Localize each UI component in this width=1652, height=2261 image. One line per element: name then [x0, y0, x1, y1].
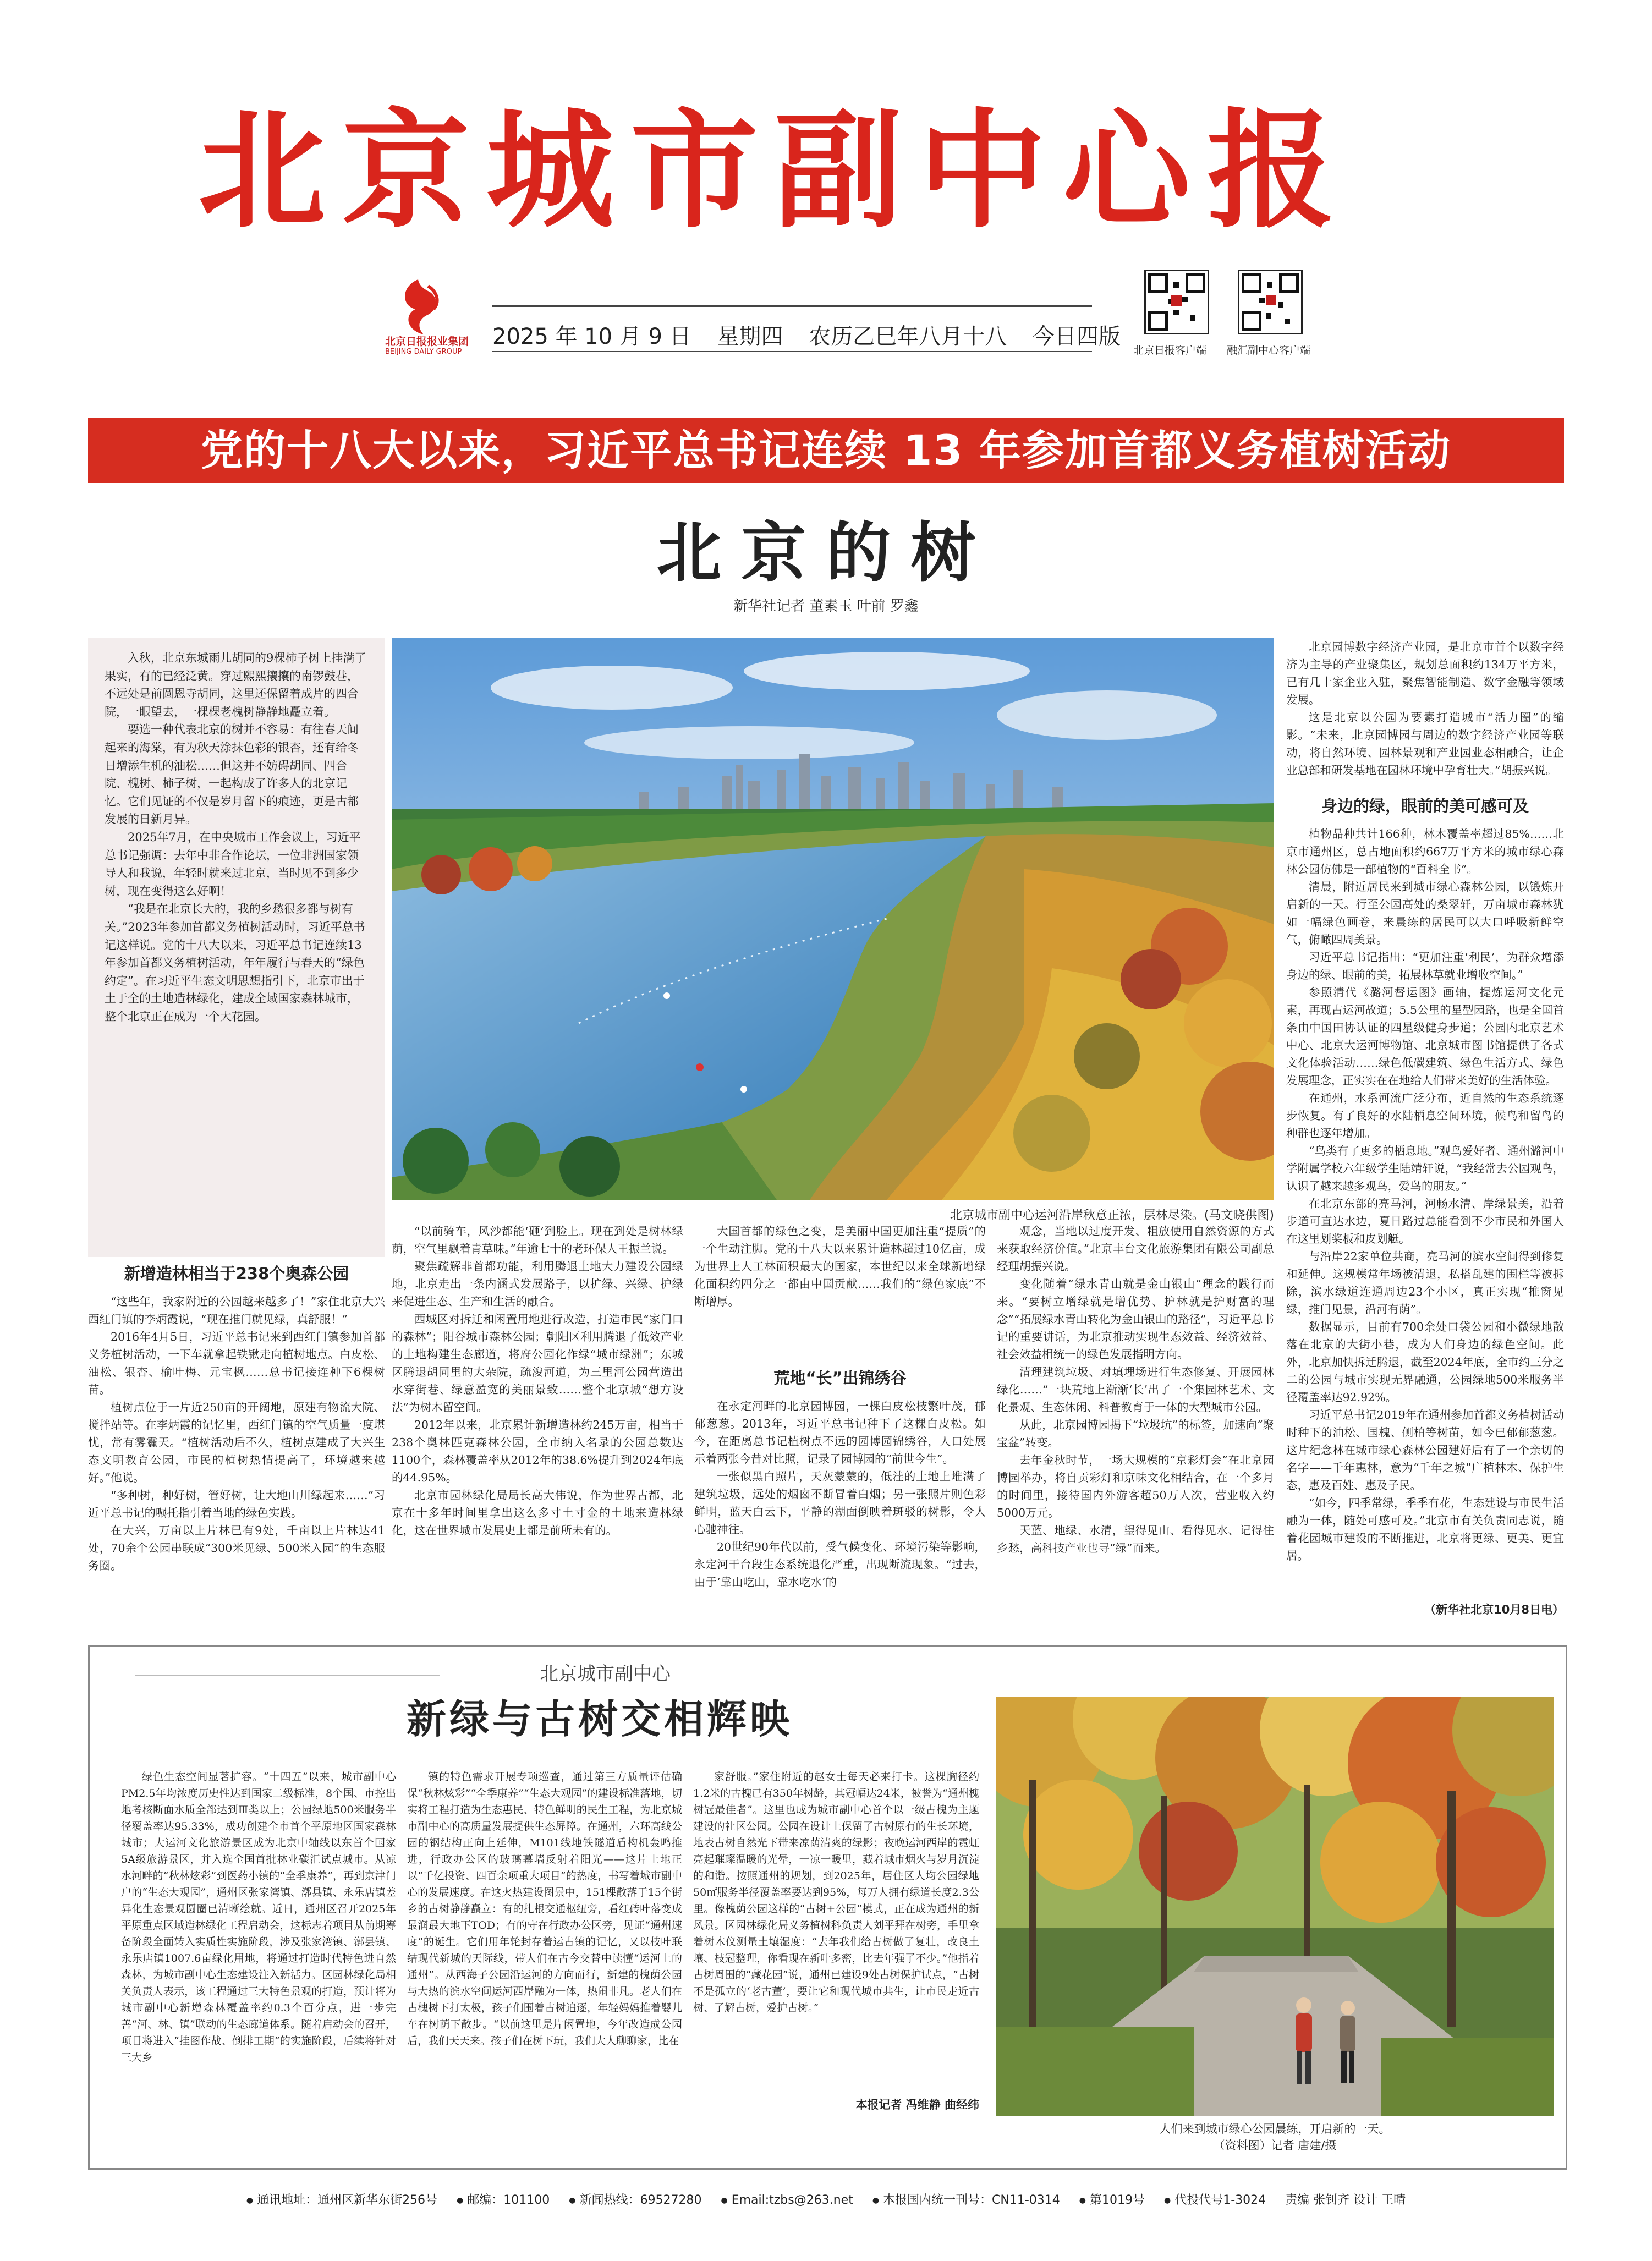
- photo-river-landscape: [392, 638, 1274, 1200]
- paragraph: 植树点位于一片近250亩的开阔地，原建有物流大院、搅拌站等。在李炳霞的记忆里，西红门镇的空气质量一度堪忧，常有雾霾天。“植树活动后不久，植树点建成了大兴生态文明教育公园，市民的植树热情提高了，环境越来越好。”他说。: [88, 1401, 385, 1484]
- headline-banner: [88, 418, 1564, 483]
- photo2-caption-line-2: （资料图）记者 唐建/摄: [1213, 2139, 1337, 2152]
- paragraph: 绿色生态空间显著扩容。“十四五”以来，城市副中心PM2.5年均浓度历史性达到国家二级标准，8个国、市控出地考核断面水质全部达到Ⅲ类以上；公园绿地500米服务半径覆盖率达95.33%，成功创建全市首个平原地区国家森林城市；大运河文化旅游景区成为北京中轴线以东首个国家5A级旅游景区，并入选全国首批林业碳汇试点城市。从凉水河畔的“秋林炫彩”到医药小镇的“全季康养”，再到京津门户的“生态大观园”，通州区张家湾镇、漷县镇、永乐店镇差异化生态景观圆圈已清晰绘就。近日，通州区召开2025年平原重点区域造林绿化工程启动会，这标志着项目从前期筹备阶段全面转入实质性实施阶段，涉及张家湾镇、漷县镇、永乐店镇1007.6亩绿化用地，将通过打造时代特色进自然森林，为城市副中心生态建设注入新活力。区园林绿化局相关负责人表示，该工程通过三大特色景观的打造，预计将为城市副中心新增森林覆盖率约0.3个百分点，进一步完善“河、林、镇”联动的生态廊道体系。随着启动会的召开，项目将进入“挂图作战、倒排工期”的实施阶段，后续将针对三大乡: [121, 1771, 396, 2064]
- paragraph: 20世纪90年代以前，受气候变化、环境污染等影响，永定河干台段生态系统退化严重，出现断流现象。“过去，由于‘靠山吃山，靠水吃水’的: [694, 1540, 986, 1589]
- paragraph: 大国首都的绿色之变，是美丽中国更加注重“提质”的一个生动注脚。党的十八大以来累计造林超过10亿亩，成为世界上人工林面积最大的国家，本世纪以来全球新增绿化面积约四分之一都由中国贡献……我们的“绿色家底”不断增厚。: [694, 1225, 986, 1308]
- article-column-2: [392, 1222, 683, 1635]
- photo1-caption: 北京城市副中心运河沿岸秋意正浓，层林尽染。(马文晓供图): [950, 1209, 1274, 1222]
- paragraph: 习近平总书记指出：“更加注重‘利民’，为群众增添身边的绿、眼前的美，拓展林草就业增收空间。”: [1286, 951, 1564, 981]
- paragraph: 变化随着“绿水青山就是金山银山”理念的践行而来。“要树立增绿就是增优势、护林就是护财富的理念”“拓展绿水青山转化为金山银山的路径”，习近平总书记的重要讲话，为北京推动实现生态效益、经济效益、社会效益相统一的绿色发展指明方向。: [997, 1277, 1274, 1361]
- main-headline: 北京的树: [656, 515, 996, 591]
- intro-paragraph: “我是在北京长大的，我的乡愁很多都与树有关。”2023年参加首都义务植树活动时，习近平总书记这样说。党的十八大以来，习近平总书记连续13年参加首都义务植树活动，年年履行与春天的“绿色约定”。在习近平生态文明思想指引下，北京市出于土于全的土地造林绿化，建成全域国家森林城市，整个北京正在成为一个大花园。: [105, 902, 365, 1023]
- paragraph: 北京园博数字经济产业园，是北京市首个以数字经济为主导的产业聚集区，规划总面积约134万平方米，已有几十家企业入驻，聚焦智能制造、数字金融等领域发展。: [1286, 640, 1564, 706]
- paragraph: 镇的特色需求开展专项巡查，通过第三方质量评估确保“秋林炫彩”“全季康养”“生态大观园”的建设标准落地，切实将工程打造为生态惠民、特色鲜明的民生工程，为北京城市副中心的高质量发展提供生态屏障。在通州，六环高线公园的钢结构正向上延伸，M101线地铁隧道盾构机轰鸣推进，行政办公区的玻璃幕墙反射着阳光——这片土地正以“千亿投资、四百余项重大项目”的热度，书写着城市副中心的发展速度。在这火热建设图景中，151棵散落于15个街乡的古树静静矗立：有的扎根交通枢纽旁，看红砖叶落变成最润最大地下TOD；有的守在行政办公区旁，见证“通州速度”的诞生。它们用年轮封存着运古镇的记忆，又以枝叶联结现代新城的天际线，带人们在古今交替中读懂“运河上的通州”。从西海子公园沿运河的方向而行，新建的槐荫公园与大热的滨水空间运河西岸融为一体，热闹非凡。老人们在古槐树下打太极，孩子们围着古树追逐，年轻妈妈推着婴儿车在树荫下散步。“以前这里是片闲置地，今年改造成公园后，我们天天来。孩子们在树下玩，我们大人聊聊家，比在: [407, 1771, 682, 2047]
- newspaper-group-logo: [385, 275, 462, 341]
- footer-postcode: ● 邮编：101100: [457, 2193, 550, 2207]
- paragraph: 在通州，水系河流广泛分布，近自然的生态系统逐步恢复。有了良好的水陆栖息空间环境，候鸟和留鸟的种群也逐年增加。: [1286, 1091, 1564, 1140]
- photo2-caption: [996, 2121, 1554, 2154]
- feature-column-3: [693, 1769, 979, 2088]
- paragraph: 数据显示，目前有700余处口袋公园和小微绿地散落在北京的大街小巷，成为人们身边的绿色空间。此外，北京加快拆迁腾退，截至2024年底，全市约三分之二的公园与城市实现无界融通，公园绿地500米服务半径覆盖率达92.92%。: [1286, 1320, 1564, 1404]
- paragraph: 2016年4月5日，习近平总书记来到西红门镇参加首都义务植树活动，一下车就拿起铁锹走向植树地点。白皮松、油松、银杏、榆叶梅、元宝枫……总书记接连种下6棵树苗。: [88, 1330, 385, 1396]
- footer-issue-number: ● 第1019号: [1079, 2193, 1145, 2207]
- qr-caption-2: 融汇副中心客户端: [1227, 344, 1311, 356]
- byline: 新华社记者 董素玉 叶前 罗鑫: [733, 598, 919, 614]
- intro-paragraph: 入秋，北京东城雨儿胡同的9棵柿子树上挂满了果实，有的已经泛黄。穿过熙熙攘攘的南锣鼓巷，不远处是前圆恩寺胡同，这里还保留着成片的四合院，一眼望去，一棵棵老槐树静静地矗立着。: [105, 651, 366, 718]
- intro-paragraph: 2025年7月，在中央城市工作会议上，习近平总书记强调：去年中非合作论坛，一位非洲国家领导人和我说，年轻时就来过北京，当时见不到多少树，现在变得这么好啊！: [105, 830, 361, 898]
- footer-issn: ● 本报国内统一刊号：CN11-0314: [872, 2193, 1060, 2207]
- issue-weekday: 星期四: [717, 324, 783, 349]
- section-heading-new-forest: 新增造林相当于238个奥森公园: [124, 1264, 349, 1283]
- paragraph: “多种树，种好树，管好树，让大地山川绿起来……”习近平总书记的嘱托指引着当地的绿色实践。: [88, 1489, 385, 1519]
- paragraph: 植物品种共计166种，林木覆盖率超过85%……北京市通州区，总占地面积约667万平方米的城市绿心森林公园仿佛是一部植物的“百科全书”。: [1286, 827, 1564, 876]
- paragraph: 在永定河畔的北京园博园，一棵白皮松枝繁叶茂，郁郁葱葱。2013年，习近平总书记种下了这棵白皮松。如今，在距离总书记植树点不远的园博园锦绣谷，人口处展示着两张今昔对比照，记录了园博园的“前世今生”。: [694, 1400, 986, 1466]
- paragraph: 2012年以来，北京累计新增造林约245万亩，相当于238个奥林匹克森林公园，全市纳入名录的公园总数达1100个，森林覆盖率从2012年的38.6%提升到2024年底的44.95%。: [392, 1418, 683, 1484]
- paragraph: 从此，北京园博园揭下“垃圾坑”的标签，加速向“聚宝盆”转变。: [997, 1418, 1274, 1449]
- paragraph: 清晨，附近居民来到城市绿心森林公园，以锻炼开启新的一天。行至公园高处的桑翠轩，万亩城市森林犹如一幅绿色画卷，来晨练的居民可以大口呼吸新鲜空气，俯瞰四周美景。: [1286, 880, 1564, 946]
- feature-column-2: [407, 1769, 682, 2121]
- footer-bar: [0, 2187, 1652, 2214]
- logo-text: 北京日报报业集团: [385, 336, 469, 348]
- footer-hotline: ● 新闻热线：69527280: [569, 2193, 702, 2207]
- feature-column-1: [121, 1769, 396, 2121]
- article-column-5-top: [1286, 638, 1564, 787]
- paragraph: 在北京东部的亮马河，河畅水清、岸绿景美，沿着步道可直达水边，夏日路过总能看到不少市民和外国人在这里划桨板和皮划艇。: [1286, 1197, 1564, 1245]
- photo-park-walkers: [996, 1697, 1554, 2116]
- paragraph: 习近平总书记2019年在通州参加首都义务植树活动时种下的油松、国槐、侧柏等树苗，如今已郁郁葱葱。这片纪念林在城市绿心森林公园建好后有了一个亲切的名字——千年惠林，意为“千年之城”广植林木、保护生态，惠及百姓、惠及子民。: [1286, 1408, 1564, 1492]
- article-column-1: [88, 1293, 385, 1634]
- banner-text: 党的十八大以来，习近平总书记连续 13 年参加首都义务植树活动: [201, 426, 1451, 475]
- qr-code-beijing-daily[interactable]: [1144, 270, 1209, 334]
- paragraph: “鸟类有了更多的栖息地。”观鸟爱好者、通州潞河中学附属学校六年级学生陆靖轩说，“我经常去公园观鸟，认识了越来越多观鸟，爱鸟的朋友。”: [1286, 1144, 1564, 1193]
- section-heading-green-nearby: 身边的绿，眼前的美可感可及: [1321, 797, 1529, 815]
- section-heading-jinxiu-valley: 荒地“长”出锦绣谷: [773, 1369, 907, 1387]
- paragraph: 西城区对拆迁和闲置用地进行改造，打造市民“家门口的森林”；阳谷城市森林公园；朝阳区利用腾退了低效产业的土地构建生态廊道，将府公园化作绿“城市绿洲”；东城区腾退胡同里的大杂院，疏浚河道，为三里河公园营造出水穿街巷、绿意盈宽的美丽景致……整个北京城“想方设法”为树木留空间。: [392, 1313, 683, 1414]
- article-column-4: [997, 1222, 1274, 1635]
- article-column-3-top: [694, 1222, 986, 1360]
- lunar-date: 农历乙巳年八月十八: [809, 324, 1007, 349]
- qr-caption-1: 北京日报客户端: [1133, 344, 1207, 356]
- page-count: 今日四版: [1032, 324, 1121, 349]
- feature-reporters: 本报记者 冯维静 曲经纬: [855, 2098, 979, 2111]
- feature-title: 新绿与古树交相辉映: [406, 1695, 793, 1742]
- article-column-3: [694, 1397, 986, 1634]
- paragraph: 在大兴，万亩以上片林已有9处，千亩以上片林达41处，70余个公园串联成“300米见绿、500米入园”的生态服务圈。: [88, 1524, 385, 1572]
- paragraph: “这些年，我家附近的公园越来越多了！”家住北京大兴西红门镇的李炳霞说，“现在推门就见绿，真舒服！”: [88, 1295, 385, 1326]
- footer-email: ● Email:tzbs@263.net: [721, 2193, 853, 2207]
- issue-date: 2025 年 10 月 9 日: [492, 324, 691, 349]
- masthead-title: 北京城市副中心报: [198, 95, 1352, 245]
- paragraph: 聚焦疏解非首都功能，利用腾退土地大力建设公园绿地，北京走出一条内涵式发展路子，以扩绿、兴绿、护绿来促进生态、生产和生活的融合。: [392, 1260, 683, 1308]
- qr-code-ronghui[interactable]: [1238, 270, 1303, 334]
- paragraph: “如今，四季常绿，季季有花，生态建设与市民生活融为一体，随处可感可及。”北京市有关负责同志说，随着花园城市建设的不断推进，北京将更绿、更美、更宜居。: [1286, 1496, 1564, 1562]
- intro-box: [88, 638, 385, 1257]
- feature-section-label: 北京城市副中心: [440, 1659, 770, 1686]
- footer-postal-code: ● 代投代号1-3024: [1164, 2193, 1266, 2207]
- paragraph: 这是北京以公园为要素打造城市“活力圈”的缩影。“未来，北京园博园与周边的数字经济产业园等联动，将自然环境、园林景观和产业园业态相融合，让企业总部和研发基地在园林环境中孕育壮大。”胡振兴说。: [1286, 711, 1564, 777]
- paragraph: 北京市园林绿化局局长高大伟说，作为世界古都，北京在十多年时间里拿出这么多寸土寸金的土地来造林绿化，这在世界城市发展史上都是前所未有的。: [392, 1489, 683, 1537]
- paragraph: 参照清代《潞河督运图》画轴，提炼运河文化元素，再现古运河故道；5.5公里的星型园路，也是全国首条由中国田协认证的四星级健身步道；公园内北京艺术中心、北京大运河博物馆、北京城市图书馆提供了各式文化体验活动……绿色低碳建筑、绿色生活方式、绿色发展理念，正实实在在地给人们带来美好的生活体验。: [1286, 986, 1564, 1087]
- paragraph: 家舒服。”家住附近的赵女士每天必来打卡。这棵胸径约1.2米的古槐已有350年树龄，其冠幅达24米，被誉为“通州槐树冠最佳者”。这里也成为城市副中心首个以一级古槐为主题建设的社区公园。公园在设计上保留了古树原有的生长环境，地表古树自然光下带来凉荫清爽的绿影；夜晚运河西岸的霓虹亮起璀璨温暖的光晕，一凉一暖里，藏着城市烟火与岁月沉淀的和谐。按照通州的规划，到2025年，居住区人均公园绿地50㎡服务半径覆盖率要达到95%，每万人拥有绿道长度2.3公里。像槐荫公园这样的“古树+公园”模式，正在成为通州的新风景。区园林绿化局义务植树科负责人刘平拜在树旁，手里拿着树木仪测量土壤湿度：“去年我们给古树做了复壮，改良土壤、枝冠整理，你看现在新叶多密，比去年强了不少。”他指着古树周围的“藏花园”说，通州已建设9处古树保护试点，“古树不是孤立的‘老古董’，要让它和现代城市共生，让市民走近古树、了解古树，爱护古树。”: [693, 1771, 979, 2014]
- dateline-top-rule: [492, 305, 1092, 307]
- paragraph: 去年金秋时节，一场大规模的“京彩灯会”在北京园博园举办，将自贡彩灯和京味文化相结合，在一个多月的时间里，接待国内外游客超50万人次，营业收入约5000万元。: [997, 1453, 1274, 1519]
- footer-editors: 责编 张钊齐 设计 王晴: [1285, 2193, 1406, 2207]
- paragraph: “以前骑车，风沙都能‘砸’到脸上。现在到处是树林绿荫，空气里飘着青草味。”年逾七十的老环保人王振兰说。: [392, 1225, 683, 1255]
- article-column-5: [1286, 825, 1564, 1595]
- paragraph: 观念，当地以过度开发、粗放使用自然资源的方式来获取经济价值。”北京丰台文化旅游集团有限公司副总经理胡振兴说。: [997, 1225, 1274, 1273]
- paragraph: 一张似黑白照片，天灰蒙蒙的，低洼的土地上堆满了建筑垃圾，远处的烟囱不断冒着白烟；另一张照片则色彩鲜明，蓝天白云下，平静的湖面倒映着斑驳的树影，令人心驰神往。: [694, 1470, 986, 1536]
- logo-text-en: BEIJING DAILY GROUP: [385, 348, 462, 356]
- paragraph: 与沿岸22家单位共商，亮马河的滨水空间得到修复和延伸。这规模常年场被清退，私搭乱建的围栏等被拆除，滨水绿道连通周边23个小区，真正实现“推窗见绿，推门见景，沿河有荫”。: [1286, 1250, 1564, 1316]
- paragraph: 天蓝、地绿、水清，望得见山、看得见水、记得住乡愁，高科技产业也寻“绿”而来。: [997, 1524, 1274, 1555]
- dispatch-source: （新华社北京10月8日电）: [1424, 1603, 1564, 1616]
- photo2-caption-line-1: 人们来到城市绿心公园晨练，开启新的一天。: [1159, 2122, 1391, 2136]
- intro-paragraph: 要选一种代表北京的树并不容易：有往春天间起来的海棠，有为秋天涂抹色彩的银杏，还有给冬日增添生机的油松……但这并不妨碍胡同、四合院、槐树、柿子树，一起构成了许多人的北京记忆。它们见证的不仅是岁月留下的痕迹，更是古都发展的日新月异。: [105, 723, 359, 826]
- footer-address: ● 通讯地址：通州区新华东街256号: [246, 2193, 438, 2207]
- paragraph: 清理建筑垃圾、对填埋场进行生态修复、开展园林绿化……“一块荒地上渐渐‘长’出了一个集园林艺术、文化景观、生态休闲、科普教育于一体的大型城市公园。: [997, 1365, 1274, 1414]
- dateline-bottom-rule: [492, 351, 1092, 352]
- dateline: [492, 319, 1125, 349]
